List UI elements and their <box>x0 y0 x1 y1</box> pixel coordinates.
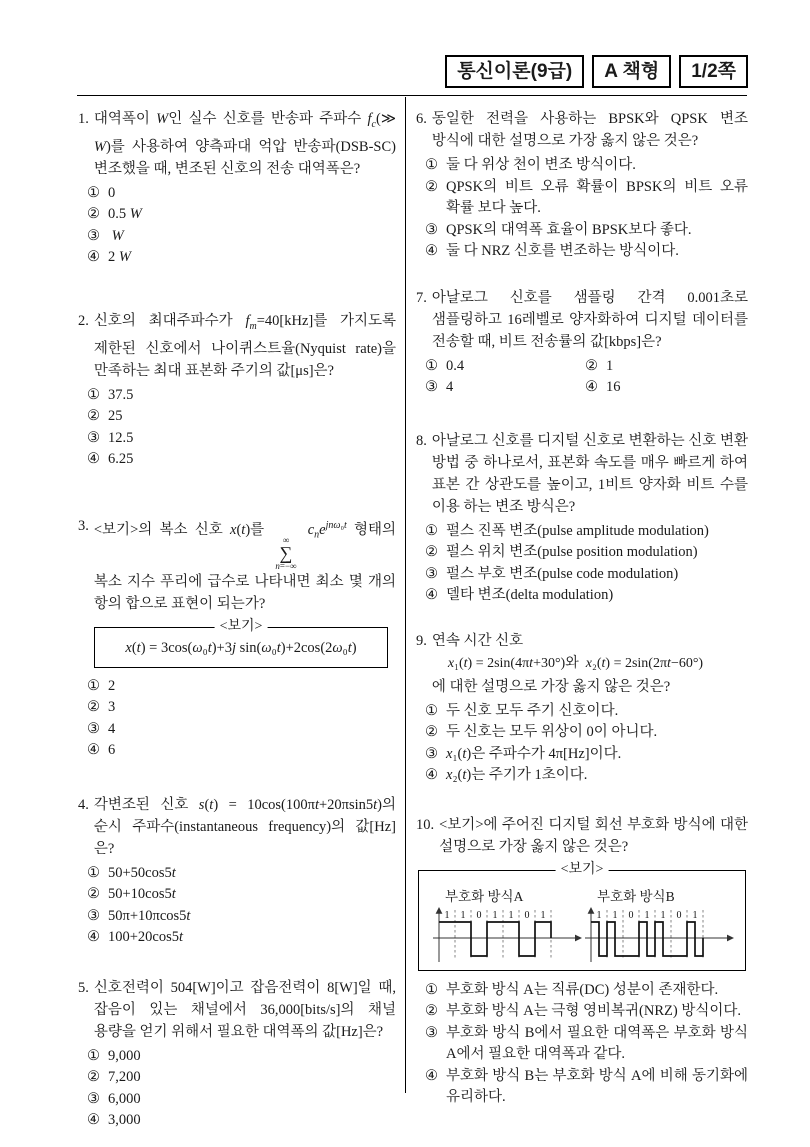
option-marker: ③ <box>425 565 438 582</box>
question-1 <box>78 108 396 269</box>
option-marker: ② <box>425 178 438 195</box>
bit-label: 1 <box>508 909 514 921</box>
option-marker: ④ <box>87 742 100 759</box>
option-text: 펄스 진폭 변조(pulse amplitude modulation) <box>446 522 709 539</box>
time-axis-arrow-icon <box>575 934 582 941</box>
option-text: 두 신호 모두 주기 신호이다. <box>446 702 619 719</box>
option-text: 50+10cos5t <box>108 886 176 903</box>
question-head <box>416 630 748 698</box>
question-stem: 연속 시간 신호 x₁(t) = 2sin(4πt+30°)와 x₂(t) = 2sin(2πt−60°) 에 대한 설명으로 가장 옳지 않은 것은? <box>431 632 704 695</box>
question-number: 4. <box>78 796 89 813</box>
option-marker: ③ <box>87 429 100 446</box>
option-text: 4 <box>108 720 116 737</box>
option <box>87 1046 396 1068</box>
options <box>416 155 748 263</box>
question-head <box>78 108 396 180</box>
question-number: 10. <box>416 816 435 833</box>
bit-label: 1 <box>492 909 498 921</box>
waveform-nrz <box>431 885 583 964</box>
signal-waveform <box>439 922 551 956</box>
waveform-diagram <box>431 906 583 964</box>
option <box>87 884 396 906</box>
option-text: QPSK의 비트 오류 확률이 BPSK의 비트 오류 확률 보다 높다. <box>446 178 748 216</box>
option-text: 7,200 <box>108 1069 141 1086</box>
bit-label: 0 <box>524 909 530 921</box>
option-text: 부호화 방식 A는 극형 영비복귀(NRZ) 방식이다. <box>446 1003 741 1019</box>
signal-waveform <box>591 922 703 956</box>
bit-label: 1 <box>660 909 666 921</box>
option <box>87 906 396 928</box>
question-stem: 동일한 전력을 사용하는 BPSK와 QPSK 변조 방식에 대한 설명으로 가장 옳지 않은 것은? <box>431 111 748 149</box>
option-marker: ② <box>87 206 100 223</box>
options <box>416 701 748 787</box>
option-marker: ① <box>425 157 438 173</box>
option <box>425 542 748 564</box>
option <box>425 722 748 744</box>
option-marker: ① <box>87 1047 100 1064</box>
option-text: 4 <box>446 379 454 395</box>
bit-label: 0 <box>676 909 682 921</box>
exhibit-label: <보기> <box>556 861 609 879</box>
option-marker: ① <box>87 677 100 694</box>
question-stem: 아날로그 신호를 샘플링 간격 0.001초로 샘플링하고 16레벨로 양자화하여 디지털 데이터를 전송할 때, 비트 전송률의 값[kbps]은? <box>431 289 748 350</box>
question-10 <box>416 814 748 1109</box>
option-marker: ② <box>87 886 100 903</box>
option <box>87 1089 396 1111</box>
question-stem: <보기>에 주어진 디지털 회선 부호화 방식에 대한 설명으로 가장 옳지 않은 것은? <box>439 816 748 855</box>
option-marker: ③ <box>425 1024 438 1041</box>
options <box>78 183 396 269</box>
question-head <box>78 977 396 1043</box>
waveform-title: 부호화 방식B <box>597 888 675 904</box>
option-text: 둘 다 위상 천이 변조 방식이다. <box>446 157 636 173</box>
question-number: 7. <box>416 289 427 306</box>
option-text: 펄스 부호 변조(pulse code modulation) <box>446 565 679 582</box>
exhibit-formula: x(t) = 3cos(ω₀t)+3j sin(ω₀t)+2cos(2ω₀t) <box>125 639 357 656</box>
bit-label: 1 <box>460 909 466 921</box>
question-2 <box>78 310 396 471</box>
option <box>87 863 396 885</box>
question-stem: 각변조된 신호 s(t) = 10cos(100πt+20πsin5t)의 순시 주파수(instantaneous frequency)의 값[Hz]은? <box>93 796 397 857</box>
question-stem: <보기>의 복소 신호 x(t)를 ∞ ∑ n=−∞ $c_ne^{jn\omega_0t}$ 형태의 복소 지수 푸리에 급수로 나타내면 최소 몇 개의 항의 합으로 표현이 되는가? <box>93 519 396 612</box>
options <box>78 863 396 949</box>
option-text: 0.4 <box>446 357 465 374</box>
option <box>425 220 748 242</box>
option <box>87 719 396 741</box>
option <box>87 406 396 428</box>
options <box>416 521 748 607</box>
option-marker: ④ <box>425 243 438 259</box>
waveform-diagram <box>583 906 735 964</box>
question-head <box>416 287 748 353</box>
option <box>87 697 396 719</box>
option <box>425 1001 748 1023</box>
header-divider <box>77 95 747 96</box>
option-text: 12.5 <box>108 429 134 446</box>
question-number: 6. <box>416 111 427 127</box>
question-9 <box>416 630 748 787</box>
option <box>87 449 396 471</box>
option <box>87 740 396 762</box>
option-marker: ④ <box>87 1112 100 1129</box>
option-marker: ① <box>87 184 100 201</box>
option-marker: ③ <box>87 1090 100 1107</box>
option <box>425 980 748 1002</box>
subject-badge: 통신이론(9급) <box>445 55 584 88</box>
question-3 <box>78 515 396 762</box>
option-marker: ② <box>585 357 598 374</box>
option <box>425 377 585 399</box>
amplitude-axis-arrow-icon <box>436 907 443 914</box>
question-number: 1. <box>78 111 89 127</box>
option-text: x₁(t)은 주파수가 4π[Hz]이다. <box>446 745 622 762</box>
question-stem: 아날로그 신호를 디지털 신호로 변환하는 신호 변환 방법 중 하나로서, 표본화 속도를 매우 빠르게 하여 표본 간 상관도를 높이고, 1비트 양자화 비트 수를 이용 하는 변조 방식은? <box>431 432 748 515</box>
waveform-title: 부호화 방식A <box>445 888 524 904</box>
option-text: 3,000 <box>108 1112 141 1129</box>
option-text: 두 신호는 모두 위상이 0이 아니다. <box>446 724 658 740</box>
option-marker: ③ <box>87 227 100 244</box>
question-6 <box>416 108 748 263</box>
options <box>78 676 396 762</box>
option <box>425 521 748 543</box>
option-marker: ② <box>425 544 438 560</box>
question-head <box>416 814 748 858</box>
question-number: 3. <box>78 517 89 534</box>
option <box>87 183 396 205</box>
option-text: QPSK의 대역폭 효율이 BPSK보다 좋다. <box>446 221 692 238</box>
option-marker: ④ <box>425 1067 438 1084</box>
bit-label: 0 <box>628 909 634 921</box>
option <box>425 1023 748 1066</box>
option-text: 0.5 W <box>108 206 142 223</box>
exhibit-box <box>94 618 388 668</box>
option-text: 6.25 <box>108 451 134 468</box>
option <box>87 1110 396 1132</box>
option-marker: ④ <box>425 767 438 783</box>
option-marker: ② <box>87 1069 100 1086</box>
option-marker: ③ <box>425 221 438 238</box>
option <box>425 241 748 263</box>
question-7 <box>416 287 748 399</box>
option-marker: ③ <box>425 379 438 395</box>
option <box>425 701 748 723</box>
option-marker: ④ <box>87 929 100 946</box>
option-marker: ② <box>425 724 438 740</box>
question-number: 5. <box>78 979 89 996</box>
waveform-row <box>425 885 739 964</box>
bit-label: 1 <box>612 909 618 921</box>
option-marker: ③ <box>87 907 100 924</box>
question-8 <box>416 430 748 607</box>
booklet-type-badge: A 책형 <box>592 55 671 88</box>
right-column <box>406 97 748 1132</box>
option <box>425 744 748 766</box>
option-text: 2 <box>108 677 116 694</box>
option <box>87 226 396 248</box>
option <box>87 676 396 698</box>
option-marker: ④ <box>87 451 100 468</box>
question-head <box>78 310 396 382</box>
option <box>87 247 396 269</box>
option-text: 16 <box>606 379 621 395</box>
option-text: 50π+10πcos5t <box>108 907 191 924</box>
question-number: 9. <box>416 632 427 649</box>
bit-label: 1 <box>596 909 602 921</box>
question-head <box>416 430 748 518</box>
option-marker: ② <box>87 699 100 716</box>
option-text: 3 <box>108 699 116 716</box>
options <box>416 356 748 399</box>
bit-label: 1 <box>540 909 546 921</box>
waveform-rz <box>583 885 735 964</box>
option-marker: ④ <box>425 587 438 603</box>
option-marker: ④ <box>87 249 100 266</box>
option <box>425 177 748 220</box>
option <box>87 385 396 407</box>
question-stem: 신호의 최대주파수가 $f_m=40[kHz]$를 가지도록 제한된 신호에서 나이퀴스트율(Nyquist rate)을 만족하는 최대 표본화 주기의 값[μs]은? <box>93 312 397 379</box>
question-stem: 대역폭이 W인 실수 신호를 반송파 주파수 $f_c(≫$ W)를 사용하여 양측파대 억압 반송파(DSB-SC) 변조했을 때, 변조된 신호의 전송 대역폭은? <box>93 111 396 177</box>
option-text: 부호화 방식 A는 직류(DC) 성분이 존재한다. <box>446 981 719 998</box>
option-text: 6 <box>108 742 116 759</box>
option-text: 6,000 <box>108 1090 141 1107</box>
question-stem: 신호전력이 504[W]이고 잡음전력이 8[W]일 때, 잡음이 있는 채널에서 36,000[bits/s]의 채널 용량을 얻기 위해서 필요한 대역폭의 값[Hz]은? <box>93 979 396 1040</box>
option <box>425 155 748 177</box>
question-number: 2. <box>78 312 89 329</box>
option-text: 50+50cos5t <box>108 864 176 881</box>
exam-body <box>78 97 748 1132</box>
question-head <box>416 108 748 152</box>
option-text: x₂(t)는 주기가 1초이다. <box>446 767 588 783</box>
option-marker: ④ <box>585 379 598 395</box>
options <box>78 385 396 471</box>
option-marker: ③ <box>87 720 100 737</box>
option-text: 0 <box>108 184 116 201</box>
page-number-badge: 1/2쪽 <box>679 55 748 88</box>
question-number: 8. <box>416 432 427 449</box>
bit-label: 1 <box>644 909 650 921</box>
option-marker: ② <box>425 1003 438 1019</box>
question-5 <box>78 977 396 1132</box>
option-text: 100+20cos5t <box>108 929 184 946</box>
option-marker: ① <box>425 357 438 374</box>
option <box>425 1066 748 1109</box>
option-text: W <box>111 227 124 244</box>
question-4 <box>78 794 396 949</box>
option <box>585 356 748 378</box>
option-marker: ③ <box>425 745 438 762</box>
question-head <box>78 794 396 860</box>
option <box>87 1067 396 1089</box>
option <box>87 927 396 949</box>
option <box>87 204 396 226</box>
option <box>425 765 748 787</box>
bit-label: 0 <box>476 909 482 921</box>
option-text: 9,000 <box>108 1047 141 1064</box>
option-marker: ① <box>87 386 100 403</box>
exhibit-label: <보기> <box>215 618 268 636</box>
time-axis-arrow-icon <box>727 934 734 941</box>
option <box>425 585 748 607</box>
exhibit-box <box>418 861 746 971</box>
option <box>425 564 748 586</box>
option-marker: ① <box>87 864 100 881</box>
bit-label: 1 <box>444 909 450 921</box>
option <box>585 377 748 399</box>
option-text: 둘 다 NRZ 신호를 변조하는 방식이다. <box>446 243 679 259</box>
option <box>87 428 396 450</box>
bit-label: 1 <box>692 909 698 921</box>
option-text: 부호화 방식 B는 부호화 방식 A에 비해 동기화에 유리하다. <box>446 1067 748 1105</box>
option <box>425 356 585 378</box>
options <box>416 980 748 1109</box>
option-marker: ① <box>425 981 438 998</box>
option-text: 펄스 위치 변조(pulse position modulation) <box>446 544 698 560</box>
option-marker: ① <box>425 522 438 539</box>
option-text: 2 W <box>108 249 131 266</box>
option-text: 1 <box>606 357 614 374</box>
left-column <box>78 97 396 1132</box>
options <box>78 1046 396 1132</box>
option-text: 델타 변조(delta modulation) <box>446 587 614 603</box>
page-header <box>445 55 748 88</box>
amplitude-axis-arrow-icon <box>588 907 595 914</box>
option-text: 25 <box>108 408 123 425</box>
option-marker: ① <box>425 702 438 719</box>
question-head <box>78 515 396 615</box>
option-marker: ② <box>87 408 100 425</box>
option-text: 37.5 <box>108 386 134 403</box>
option-text: 부호화 방식 B에서 필요한 대역폭은 부호화 방식 A에서 필요한 대역폭과 같다. <box>446 1024 748 1062</box>
